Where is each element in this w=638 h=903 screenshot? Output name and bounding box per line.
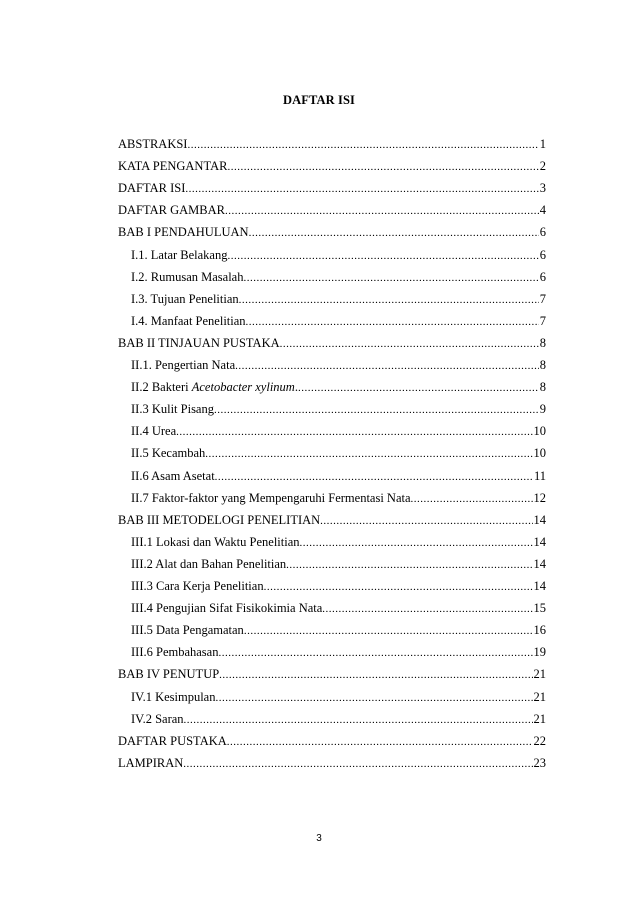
toc-entry-label: II.4 Urea — [131, 424, 177, 439]
dot-leader — [205, 446, 532, 462]
toc-entry-label — [131, 379, 298, 395]
toc-entry-label: DAFTAR ISI — [118, 181, 186, 196]
dot-leader — [176, 424, 532, 440]
toc-entry — [131, 401, 546, 418]
toc-entry-label: BAB IV PENUTUP — [118, 667, 220, 682]
toc-entry-page: 8 — [539, 358, 546, 372]
toc-entry-page: 7 — [539, 291, 546, 306]
toc-entry-label: I.3. Tujuan Penelitian — [131, 291, 239, 306]
toc-entry — [118, 755, 546, 772]
dot-leader — [249, 225, 539, 241]
toc-entry-label: II.6 Asam Asetat — [131, 468, 215, 483]
page-title: DAFTAR ISI — [283, 93, 355, 107]
toc-entry-page: 2 — [539, 159, 546, 174]
toc-entry-label-italic: Acetobacter xylinum — [191, 380, 295, 395]
dot-leader — [218, 645, 532, 661]
toc-entry-label: III.1 Lokasi dan Waktu Penelitian — [131, 534, 300, 549]
toc-entry-page: 12 — [533, 490, 546, 505]
toc-entry-page: 21 — [533, 667, 546, 682]
toc-entry-label: II.1. Pengertian Nata — [131, 358, 236, 372]
toc-entry — [118, 335, 546, 352]
dot-leader — [219, 667, 532, 683]
toc-entry-page: 14 — [533, 534, 546, 549]
dot-leader — [286, 557, 532, 573]
dot-leader — [225, 203, 539, 219]
dot-leader — [298, 380, 539, 396]
toc-entry-page: 14 — [533, 512, 546, 527]
toc-entry — [131, 622, 546, 639]
toc-entry — [131, 357, 546, 374]
toc-entry-label: III.3 Cara Kerja Penelitian — [131, 579, 264, 593]
toc-entry — [118, 136, 546, 153]
toc-entry-label: IV.2 Saran — [131, 711, 184, 726]
toc-entry-label-suffix: . — [294, 380, 298, 395]
toc-entry-page: 6 — [539, 247, 546, 262]
toc-entry-page: 6 — [539, 225, 546, 240]
toc-entry-page: 3 — [539, 181, 546, 196]
dot-leader — [184, 712, 533, 728]
dot-leader — [235, 358, 539, 374]
toc-entry-label: LAMPIRAN — [118, 755, 184, 770]
toc-entry — [131, 578, 546, 595]
toc-entry — [118, 733, 546, 750]
toc-entry — [118, 158, 546, 175]
toc-entry-label: I.4. Manfaat Penelitian — [131, 313, 246, 328]
toc-entry-page: 16 — [533, 623, 546, 638]
dot-leader — [244, 623, 533, 639]
toc-entry-page: 19 — [533, 645, 546, 660]
dot-leader — [320, 513, 532, 529]
toc-entry — [131, 423, 546, 440]
toc-entry-page: 23 — [533, 755, 546, 770]
toc-entry — [118, 666, 546, 683]
toc-entry-page: 7 — [539, 313, 546, 328]
dot-leader — [243, 270, 538, 286]
toc-entry-page: 6 — [539, 269, 546, 284]
toc-entry — [131, 313, 546, 330]
dot-leader — [215, 469, 533, 485]
toc-entry — [118, 224, 546, 241]
toc-entry-page: 21 — [533, 689, 546, 704]
toc-entry — [131, 247, 546, 264]
toc-entry-page: 10 — [533, 424, 546, 439]
toc-entry — [131, 534, 546, 551]
toc-entry — [131, 600, 546, 617]
dot-leader — [264, 579, 533, 595]
dot-leader — [227, 159, 538, 175]
toc-entry-label: KATA PENGANTAR — [118, 159, 228, 174]
toc-entry — [131, 269, 546, 286]
toc-entry-page: 9 — [539, 402, 546, 417]
toc-entry-label: III.2 Alat dan Bahan Penelitian — [131, 556, 287, 571]
dot-leader — [227, 734, 533, 750]
toc-entry-label: IV.1 Kesimpulan — [131, 689, 216, 704]
toc-entry-label: II.7 Faktor-faktor yang Mempengaruhi Fermentasi Nata — [131, 490, 411, 505]
page-number: 3 — [316, 833, 322, 844]
toc-entry-label: DAFTAR GAMBAR — [118, 203, 226, 218]
toc-entry-page: 21 — [533, 711, 546, 726]
toc-entry-page: 8 — [539, 380, 546, 395]
dot-leader — [239, 292, 539, 308]
toc-entry-page: 8 — [539, 335, 546, 350]
dot-leader — [280, 336, 539, 352]
toc-entry-page: 22 — [533, 733, 546, 748]
toc-entry — [131, 711, 546, 728]
toc-entry-page: 15 — [533, 601, 546, 616]
toc-entry-page: 14 — [533, 579, 546, 593]
dot-leader — [214, 402, 539, 418]
toc-entry-label: ABSTRAKSI — [118, 137, 188, 151]
dot-leader — [322, 601, 532, 617]
toc-entry — [131, 644, 546, 661]
toc-entry-label: BAB I PENDAHULUAN — [118, 225, 249, 240]
dot-leader — [216, 690, 533, 706]
dot-leader — [246, 314, 539, 330]
toc-entry-label: III.6 Pembahasan — [131, 645, 219, 660]
toc-entry — [131, 291, 546, 308]
toc-entry-page: 4 — [539, 203, 546, 218]
toc-entry — [131, 556, 546, 573]
toc-entry — [131, 379, 546, 396]
toc-entry-page: 10 — [533, 446, 546, 461]
dot-leader — [183, 756, 532, 772]
dot-leader — [185, 181, 538, 197]
toc-entry-label: III.4 Pengujian Sifat Fisikokimia Nata — [131, 601, 323, 616]
toc-entry-page: 14 — [533, 556, 546, 571]
toc-entry — [131, 490, 546, 507]
toc-entry-label: II.5 Kecambah — [131, 446, 206, 461]
toc-entry-label: III.5 Data Pengamatan — [131, 623, 244, 638]
toc-entry — [131, 445, 546, 462]
toc-entry-page: 11 — [533, 468, 546, 483]
dot-leader — [187, 137, 538, 153]
toc-entry — [118, 180, 546, 197]
toc-entry-label: DAFTAR PUSTAKA — [118, 733, 227, 748]
toc-entry-label: I.1. Latar Belakang — [131, 247, 228, 262]
toc-entry-label: BAB III METODELOGI PENELITIAN — [118, 512, 321, 527]
dot-leader — [300, 535, 533, 551]
dot-leader — [411, 491, 533, 507]
toc-entry — [131, 468, 546, 485]
toc-entry-label: II.3 Kulit Pisang — [131, 402, 214, 417]
toc-entry — [118, 202, 546, 219]
toc-entry-label-prefix: II.2 Bakteri — [131, 380, 192, 395]
toc-entry — [118, 512, 546, 529]
toc-entry-page: 1 — [539, 137, 546, 151]
toc-entry — [131, 689, 546, 706]
toc-entry-label: BAB II TINJAUAN PUSTAKA — [118, 335, 280, 350]
toc-entry-label: I.2. Rumusan Masalah — [131, 269, 244, 284]
dot-leader — [227, 248, 538, 264]
